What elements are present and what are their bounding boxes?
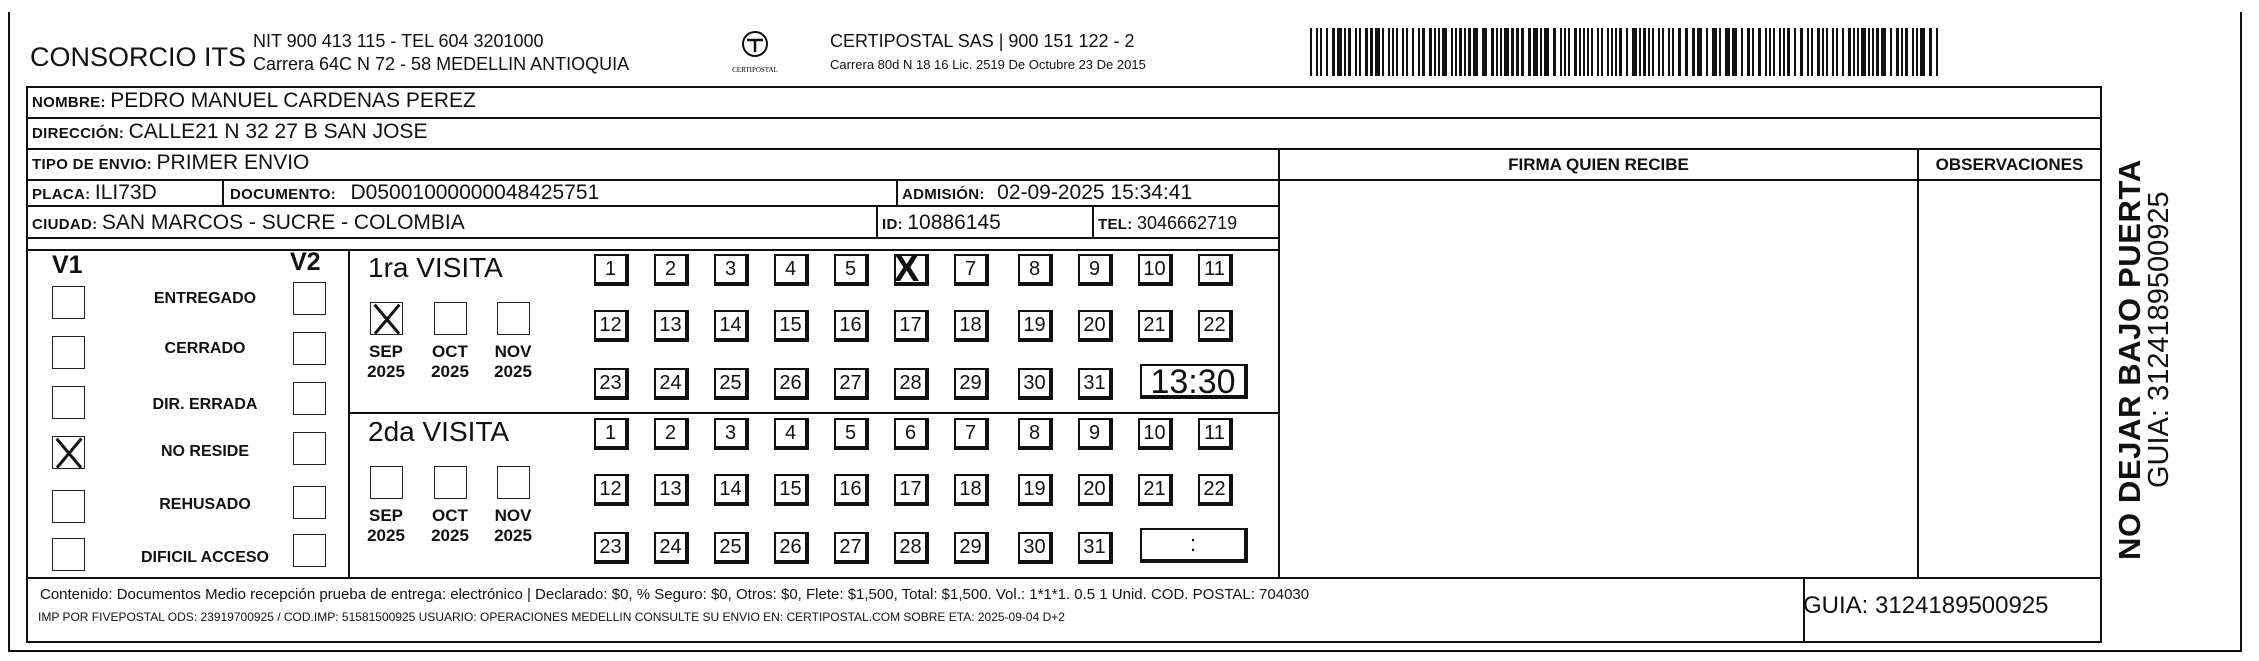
time-box[interactable]: 13:30 bbox=[1140, 364, 1248, 399]
barcode-bar bbox=[1876, 28, 1879, 76]
day-box[interactable]: 11 bbox=[1198, 418, 1233, 450]
barcode-bar bbox=[1438, 28, 1440, 76]
barcode-bar bbox=[1697, 28, 1702, 76]
direccion-label: DIRECCIÓN: bbox=[32, 125, 125, 142]
barcode-bar bbox=[1853, 28, 1855, 76]
barcode-bar bbox=[1611, 28, 1613, 76]
day-box[interactable]: 24 bbox=[654, 368, 689, 400]
day-box[interactable]: 15 bbox=[774, 474, 809, 506]
barcode-bar bbox=[1800, 28, 1803, 76]
day-box[interactable]: 13 bbox=[654, 310, 689, 342]
barcode-bar bbox=[1388, 28, 1390, 76]
footer-guia: GUIA: 3124189500925 bbox=[1803, 592, 2049, 619]
day-box[interactable]: 4 bbox=[774, 254, 809, 286]
tel-cell bbox=[1098, 213, 1237, 234]
barcode-bar bbox=[1418, 28, 1420, 76]
month-year: 2025 bbox=[494, 526, 532, 545]
barcode-bar bbox=[1626, 28, 1628, 76]
v2-checkbox[interactable] bbox=[293, 332, 326, 365]
barcode-bar bbox=[1365, 28, 1368, 76]
barcode-bar bbox=[1429, 28, 1432, 76]
day-box[interactable]: 31 bbox=[1078, 368, 1113, 400]
placa-divider bbox=[222, 179, 224, 206]
barcode-bar bbox=[1732, 28, 1737, 76]
ciudad-cell bbox=[32, 211, 465, 235]
nombre-label: NOMBRE: bbox=[32, 94, 106, 111]
day-box[interactable]: 23 bbox=[594, 368, 629, 400]
barcode-bar bbox=[1765, 28, 1767, 76]
barcode-bar bbox=[1316, 28, 1318, 76]
barcode-bar bbox=[1920, 28, 1925, 76]
day-box[interactable]: 5 bbox=[834, 418, 869, 450]
month-label bbox=[360, 342, 412, 382]
barcode-bar bbox=[1568, 28, 1570, 76]
barcode-bar bbox=[1597, 28, 1599, 76]
outer-right-border bbox=[2240, 12, 2242, 652]
visit-divider bbox=[348, 412, 1278, 414]
barcode-bar bbox=[1553, 28, 1556, 76]
day-box[interactable]: 10 bbox=[1138, 254, 1173, 286]
day-box[interactable]: 16 bbox=[834, 474, 869, 506]
certipostal-logo bbox=[731, 28, 779, 78]
month-name: OCT bbox=[432, 342, 468, 361]
day-box[interactable]: 12 bbox=[594, 474, 629, 506]
day-box[interactable]: 20 bbox=[1078, 310, 1113, 342]
barcode-bar bbox=[1758, 28, 1761, 76]
day-box[interactable]: 28 bbox=[894, 368, 929, 400]
barcode-bar bbox=[1773, 28, 1775, 76]
firma-header-line bbox=[1278, 179, 2102, 181]
barcode-bar bbox=[1587, 28, 1589, 76]
firma-left-border bbox=[1278, 148, 1280, 578]
barcode-bar bbox=[1901, 28, 1903, 76]
table-left-border bbox=[26, 86, 28, 642]
v2-checkbox[interactable] bbox=[293, 382, 326, 415]
month-label bbox=[487, 342, 539, 382]
barcode-bar bbox=[1540, 28, 1542, 76]
barcode-bar bbox=[1905, 28, 1908, 76]
company-contact bbox=[253, 30, 629, 76]
day-box[interactable]: 25 bbox=[714, 532, 749, 564]
nombre-value: PEDRO MANUEL CARDENAS PEREZ bbox=[110, 89, 476, 112]
company-name: CONSORCIO ITS bbox=[30, 42, 247, 72]
barcode-bar bbox=[1468, 28, 1471, 76]
day-box[interactable]: 3 bbox=[714, 418, 749, 450]
barcode-bar bbox=[1881, 28, 1886, 76]
month-label bbox=[424, 342, 476, 382]
barcode-bar bbox=[1482, 28, 1487, 76]
barcode-bar bbox=[1747, 28, 1750, 76]
barcode-bar bbox=[1652, 28, 1654, 76]
barcode-bar bbox=[1521, 28, 1524, 76]
barcode-bar bbox=[1890, 28, 1892, 76]
admision-cell bbox=[902, 181, 1192, 205]
barcode-bar bbox=[1579, 28, 1581, 76]
barcode-bar bbox=[1916, 28, 1918, 76]
company-address: Carrera 64C N 72 - 58 MEDELLIN ANTIOQUIA bbox=[253, 54, 630, 74]
barcode-bar bbox=[1601, 28, 1603, 76]
day-box[interactable]: 11 bbox=[1198, 254, 1233, 286]
month-year: 2025 bbox=[431, 362, 469, 381]
day-box[interactable]: 8 bbox=[1018, 254, 1053, 286]
day-box[interactable]: 14 bbox=[714, 474, 749, 506]
month-name: NOV bbox=[494, 506, 532, 525]
visit-title: 2da VISITA bbox=[368, 416, 510, 447]
day-box[interactable]: 18 bbox=[954, 474, 989, 506]
row-line bbox=[26, 249, 1278, 251]
status-label: REHUSADO bbox=[159, 496, 251, 513]
barcode-bar bbox=[1787, 28, 1790, 76]
row-line bbox=[26, 205, 1278, 207]
placa-value: ILI73D bbox=[94, 181, 157, 204]
barcode-bar bbox=[1310, 28, 1312, 76]
barcode-bar bbox=[1591, 28, 1593, 76]
v1-label: V1 bbox=[52, 251, 83, 279]
barcode bbox=[1310, 28, 1946, 76]
barcode-bar bbox=[1496, 28, 1498, 76]
day-box[interactable] bbox=[894, 254, 929, 286]
barcode-bar bbox=[1794, 28, 1796, 76]
barcode-bar bbox=[1929, 28, 1932, 76]
day-box[interactable]: 7 bbox=[954, 254, 989, 286]
tipo-envio-value: PRIMER ENVIO bbox=[156, 151, 310, 174]
month-checkbox[interactable] bbox=[497, 466, 530, 499]
tipo-envio-label: TIPO DE ENVIO: bbox=[32, 156, 153, 173]
barcode-bar bbox=[1706, 28, 1708, 76]
direccion-row bbox=[32, 120, 427, 144]
barcode-bar bbox=[1434, 28, 1436, 76]
barcode-bar bbox=[1826, 28, 1828, 76]
day-box[interactable]: 9 bbox=[1078, 418, 1113, 450]
barcode-bar bbox=[1632, 28, 1637, 76]
observaciones-left-border bbox=[1917, 148, 1919, 578]
v1-checkbox[interactable] bbox=[52, 386, 85, 419]
day-box[interactable]: 1 bbox=[594, 254, 629, 286]
status-label: NO RESIDE bbox=[160, 443, 249, 460]
month-name: OCT bbox=[432, 506, 468, 525]
day-box[interactable]: 8 bbox=[1018, 418, 1053, 450]
documento-cell bbox=[230, 181, 599, 205]
barcode-bar bbox=[1406, 28, 1408, 76]
month-year: 2025 bbox=[431, 526, 469, 545]
admision-value: 02-09-2025 15:34:41 bbox=[997, 181, 1193, 204]
month-name: SEP bbox=[368, 342, 404, 361]
barcode-bar bbox=[1320, 28, 1322, 76]
month-year: 2025 bbox=[367, 362, 405, 381]
day-box[interactable]: 30 bbox=[1018, 532, 1053, 564]
barcode-bar bbox=[1822, 28, 1824, 76]
no-dejar-bajo-puerta-notice: NO DEJAR BAJO PUERTA bbox=[2112, 159, 2147, 560]
footer-top-line bbox=[26, 577, 2102, 579]
barcode-bar bbox=[1692, 28, 1695, 76]
tel-value: 3046662719 bbox=[1136, 213, 1238, 233]
day-box[interactable]: 31 bbox=[1078, 532, 1113, 564]
day-box[interactable]: 22 bbox=[1198, 474, 1233, 506]
barcode-bar bbox=[1832, 28, 1834, 76]
month-checkbox[interactable] bbox=[370, 466, 403, 499]
id-cell bbox=[882, 211, 1001, 235]
barcode-bar bbox=[1359, 28, 1361, 76]
day-box[interactable]: 28 bbox=[894, 532, 929, 564]
barcode-bar bbox=[1648, 28, 1650, 76]
barcode-bar bbox=[1337, 28, 1342, 76]
barcode-bar bbox=[1574, 28, 1577, 76]
barcode-bar bbox=[1872, 28, 1874, 76]
v1-checkbox[interactable] bbox=[52, 336, 85, 369]
month-year: 2025 bbox=[367, 526, 405, 545]
day-box[interactable]: 13 bbox=[654, 474, 689, 506]
barcode-bar bbox=[1382, 28, 1384, 76]
documento-label: DOCUMENTO: bbox=[230, 186, 337, 203]
barcode-bar bbox=[1668, 28, 1670, 76]
barcode-bar bbox=[1511, 28, 1514, 76]
day-box[interactable]: 25 bbox=[714, 368, 749, 400]
month-label bbox=[487, 506, 539, 546]
day-box[interactable]: 2 bbox=[654, 418, 689, 450]
barcode-bar bbox=[1712, 28, 1717, 76]
barcode-bar bbox=[1516, 28, 1519, 76]
status-label: ENTREGADO bbox=[153, 290, 257, 307]
barcode-bar bbox=[1658, 28, 1660, 76]
row-line bbox=[26, 237, 1278, 239]
outer-bottom-border bbox=[8, 650, 2242, 652]
logo-text: CERTIPOSTAL bbox=[732, 66, 778, 74]
barcode-bar bbox=[1370, 28, 1373, 76]
day-box[interactable]: 4 bbox=[774, 418, 809, 450]
day-box[interactable]: 27 bbox=[834, 532, 869, 564]
day-box[interactable]: 21 bbox=[1138, 474, 1173, 506]
barcode-bar bbox=[1396, 28, 1398, 76]
month-year: 2025 bbox=[494, 362, 532, 381]
barcode-bar bbox=[1355, 28, 1357, 76]
barcode-bar bbox=[1639, 28, 1641, 76]
v2-label: V2 bbox=[290, 248, 321, 276]
barcode-bar bbox=[1725, 28, 1730, 76]
tipo-envio-row bbox=[32, 151, 309, 175]
placa-label: PLACA: bbox=[32, 186, 91, 203]
barcode-bar bbox=[1402, 28, 1404, 76]
barcode-bar bbox=[1868, 28, 1870, 76]
day-box[interactable]: 9 bbox=[1078, 254, 1113, 286]
status-label: DIR. ERRADA bbox=[152, 396, 258, 413]
barcode-bar bbox=[1779, 28, 1781, 76]
row-line bbox=[26, 148, 2102, 150]
firma-header: FIRMA QUIEN RECIBE bbox=[1508, 155, 1689, 174]
barcode-bar bbox=[1685, 28, 1688, 76]
day-box[interactable]: 16 bbox=[834, 310, 869, 342]
barcode-bar bbox=[1422, 28, 1425, 76]
day-box[interactable]: 14 bbox=[714, 310, 749, 342]
day-box[interactable]: 15 bbox=[774, 310, 809, 342]
barcode-bar bbox=[1375, 28, 1380, 76]
v1-checkbox[interactable] bbox=[52, 286, 85, 319]
day-box[interactable]: 27 bbox=[834, 368, 869, 400]
id-divider bbox=[876, 205, 878, 238]
v2-checkbox[interactable] bbox=[293, 486, 326, 519]
footer-print-info: IMP POR FIVEPOSTAL ODS: 23919700925 / COD.IMP: 51581500925 USUARIO: OPERACIONES MEDELLIN CONSULTE SU ENVIO EN: CERTIPOSTAL.COM SOBRE ETA: 2025-09-04 D+2 bbox=[38, 610, 1065, 624]
barcode-bar bbox=[1528, 28, 1531, 76]
v1-checkbox[interactable] bbox=[52, 490, 85, 523]
v2-checkbox[interactable] bbox=[293, 282, 326, 315]
table-top-border bbox=[26, 86, 2102, 88]
barcode-bar bbox=[1769, 28, 1771, 76]
barcode-bar bbox=[1741, 28, 1743, 76]
barcode-bar bbox=[1848, 28, 1851, 76]
day-box[interactable]: 5 bbox=[834, 254, 869, 286]
day-box[interactable]: 6 bbox=[894, 418, 929, 450]
visit-title: 1ra VISITA bbox=[368, 252, 503, 283]
day-box[interactable]: 17 bbox=[894, 310, 929, 342]
status-label: DIFICIL ACCESO bbox=[140, 549, 269, 566]
barcode-bar bbox=[1442, 28, 1447, 76]
day-box[interactable]: 2 bbox=[654, 254, 689, 286]
nombre-row bbox=[32, 89, 476, 113]
certipostal-info bbox=[830, 30, 1146, 76]
barcode-bar bbox=[1752, 28, 1754, 76]
certipostal-line: CERTIPOSTAL SAS | 900 151 122 - 2 bbox=[830, 31, 1135, 51]
barcode-bar bbox=[1861, 28, 1866, 76]
day-box[interactable]: 23 bbox=[594, 532, 629, 564]
month-checkbox[interactable] bbox=[434, 302, 467, 335]
certipostal-address: Carrera 80d N 18 16 Lic. 2519 De Octubre 23 De 2015 bbox=[830, 57, 1146, 72]
barcode-bar bbox=[1544, 28, 1549, 76]
month-checkbox[interactable] bbox=[434, 466, 467, 499]
barcode-bar bbox=[1817, 28, 1820, 76]
id-label: ID: bbox=[882, 216, 903, 233]
barcode-bar bbox=[1504, 28, 1509, 76]
barcode-bar bbox=[1491, 28, 1494, 76]
day-box[interactable]: 7 bbox=[954, 418, 989, 450]
barcode-bar bbox=[1896, 28, 1899, 76]
row-line bbox=[26, 117, 2102, 119]
barcode-bar bbox=[1936, 28, 1938, 76]
month-checkbox[interactable] bbox=[497, 302, 530, 335]
barcode-bar bbox=[1455, 28, 1457, 76]
direccion-value: CALLE21 N 32 27 B SAN JOSE bbox=[128, 120, 428, 143]
barcode-bar bbox=[1459, 28, 1462, 76]
barcode-bar bbox=[1619, 28, 1622, 76]
barcode-bar bbox=[1392, 28, 1394, 76]
month-checkbox[interactable] bbox=[370, 302, 403, 335]
barcode-bar bbox=[1842, 28, 1844, 76]
barcode-bar bbox=[1326, 28, 1328, 76]
barcode-bar bbox=[1607, 28, 1609, 76]
barcode-bar bbox=[1583, 28, 1585, 76]
id-value: 10886145 bbox=[907, 211, 1001, 234]
admision-divider bbox=[896, 179, 898, 206]
barcode-bar bbox=[1451, 28, 1453, 76]
day-box[interactable]: 21 bbox=[1138, 310, 1173, 342]
tel-divider bbox=[1092, 205, 1094, 238]
barcode-bar bbox=[1857, 28, 1859, 76]
month-label bbox=[360, 506, 412, 546]
month-name: NOV bbox=[494, 342, 532, 361]
side-guia: GUIA: 3124189500925 bbox=[2143, 191, 2175, 488]
day-box[interactable]: 17 bbox=[894, 474, 929, 506]
day-box[interactable]: 26 bbox=[774, 532, 809, 564]
barcode-bar bbox=[1412, 28, 1414, 76]
day-box[interactable]: 22 bbox=[1198, 310, 1233, 342]
barcode-bar bbox=[1533, 28, 1538, 76]
ciudad-value: SAN MARCOS - SUCRE - COLOMBIA bbox=[101, 211, 465, 234]
barcode-bar bbox=[1811, 28, 1813, 76]
v1-checkbox[interactable] bbox=[52, 436, 85, 469]
barcode-bar bbox=[1643, 28, 1646, 76]
barcode-bar bbox=[1560, 28, 1562, 76]
table-bottom-border bbox=[26, 641, 2102, 643]
day-box[interactable]: 24 bbox=[654, 532, 689, 564]
barcode-bar bbox=[1836, 28, 1838, 76]
barcode-bar bbox=[1332, 28, 1335, 76]
status-label: CERRADO bbox=[164, 340, 246, 357]
day-box[interactable]: 29 bbox=[954, 368, 989, 400]
barcode-bar bbox=[1500, 28, 1502, 76]
v1-checkbox[interactable] bbox=[52, 538, 85, 571]
day-box[interactable]: 1 bbox=[594, 418, 629, 450]
day-box[interactable]: 12 bbox=[594, 310, 629, 342]
day-box[interactable]: 18 bbox=[954, 310, 989, 342]
month-name: SEP bbox=[368, 506, 404, 525]
ciudad-label: CIUDAD: bbox=[32, 216, 98, 233]
observaciones-right-border bbox=[2100, 148, 2102, 578]
day-box[interactable]: 30 bbox=[1018, 368, 1053, 400]
barcode-bar bbox=[1672, 28, 1674, 76]
admision-label: ADMISIÓN: bbox=[902, 186, 985, 203]
time-box[interactable]: : bbox=[1140, 528, 1248, 563]
barcode-bar bbox=[1719, 28, 1721, 76]
barcode-bar bbox=[1662, 28, 1664, 76]
v2-checkbox[interactable] bbox=[293, 534, 326, 567]
day-box[interactable]: 19 bbox=[1018, 474, 1053, 506]
day-box[interactable]: 29 bbox=[954, 532, 989, 564]
month-label bbox=[424, 506, 476, 546]
v2-checkbox[interactable] bbox=[293, 432, 326, 465]
outer-left-border bbox=[8, 12, 10, 652]
barcode-bar bbox=[1912, 28, 1914, 76]
barcode-bar bbox=[1473, 28, 1478, 76]
nit-line: NIT 900 413 115 - TEL 604 3201000 bbox=[253, 31, 544, 51]
tel-label: TEL: bbox=[1098, 216, 1133, 233]
placa-cell bbox=[32, 181, 157, 205]
barcode-bar bbox=[1348, 28, 1351, 76]
barcode-bar bbox=[1678, 28, 1681, 76]
barcode-bar bbox=[1464, 28, 1466, 76]
day-box[interactable]: 26 bbox=[774, 368, 809, 400]
day-box[interactable]: 3 bbox=[714, 254, 749, 286]
documento-value: D05001000000048425751 bbox=[350, 181, 600, 204]
barcode-bar bbox=[1564, 28, 1566, 76]
barcode-bar bbox=[1615, 28, 1617, 76]
day-box[interactable]: 10 bbox=[1138, 418, 1173, 450]
barcode-bar bbox=[1344, 28, 1346, 76]
barcode-bar bbox=[1783, 28, 1785, 76]
day-box[interactable]: 19 bbox=[1018, 310, 1053, 342]
barcode-bar bbox=[1807, 28, 1809, 76]
footer-contents: Contenido: Documentos Medio recepción prueba de entrega: electrónico | Declarado: $0, % Seguro: $0, Otros: $0, Flete: $1,500, Total: $1,500. Vol.: 1*1*1. 0.5 1 Unid. COD. POSTAL: 704030 bbox=[40, 586, 1310, 603]
observaciones-header: OBSERVACIONES bbox=[1935, 155, 2084, 174]
day-box[interactable]: 20 bbox=[1078, 474, 1113, 506]
